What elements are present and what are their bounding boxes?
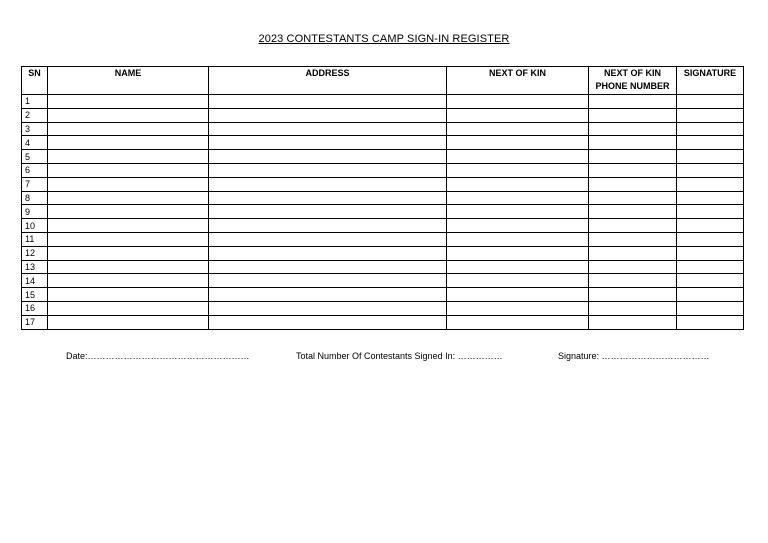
address-cell — [209, 232, 447, 246]
row-sn-cell: 11 — [22, 232, 48, 246]
signature-cell — [677, 260, 744, 274]
address-cell — [209, 191, 447, 205]
address-cell — [209, 205, 447, 219]
address-cell — [209, 246, 447, 260]
table-row — [22, 232, 744, 246]
next-of-kin-phone-cell — [589, 219, 677, 233]
name-cell — [48, 122, 209, 136]
table-row — [22, 288, 744, 302]
row-sn-cell: 2 — [22, 108, 48, 122]
next-of-kin-cell — [447, 205, 589, 219]
table-row — [22, 108, 744, 122]
table-row — [22, 260, 744, 274]
address-cell — [209, 122, 447, 136]
address-cell — [209, 219, 447, 233]
row-sn-cell: 12 — [22, 246, 48, 260]
next-of-kin-phone-cell — [589, 95, 677, 109]
header-name: NAME — [48, 67, 209, 95]
table-row — [22, 301, 744, 315]
signature-cell — [677, 95, 744, 109]
signature-cell — [677, 177, 744, 191]
table-row — [22, 136, 744, 150]
row-sn-cell: 15 — [22, 288, 48, 302]
signature-cell — [677, 246, 744, 260]
row-sn-cell: 7 — [22, 177, 48, 191]
table-row — [22, 274, 744, 288]
next-of-kin-cell — [447, 232, 589, 246]
next-of-kin-phone-cell — [589, 108, 677, 122]
next-of-kin-cell — [447, 163, 589, 177]
table-row — [22, 246, 744, 260]
next-of-kin-phone-cell — [589, 191, 677, 205]
next-of-kin-cell — [447, 274, 589, 288]
row-sn-cell: 16 — [22, 301, 48, 315]
name-cell — [48, 136, 209, 150]
signature-cell — [677, 274, 744, 288]
header-address: ADDRESS — [209, 67, 447, 95]
table-row — [22, 315, 744, 329]
address-cell — [209, 150, 447, 164]
address-cell — [209, 108, 447, 122]
name-cell — [48, 260, 209, 274]
address-cell — [209, 260, 447, 274]
signature-cell — [677, 163, 744, 177]
next-of-kin-phone-cell — [589, 136, 677, 150]
table-row — [22, 177, 744, 191]
row-sn-cell: 8 — [22, 191, 48, 205]
table-header-row — [22, 67, 744, 95]
next-of-kin-phone-cell — [589, 260, 677, 274]
document-title: 2023 CONTESTANTS CAMP SIGN-IN REGISTER — [258, 33, 510, 45]
table-row — [22, 205, 744, 219]
row-sn-cell: 5 — [22, 150, 48, 164]
next-of-kin-phone-cell — [589, 205, 677, 219]
address-cell — [209, 274, 447, 288]
row-sn-cell: 10 — [22, 219, 48, 233]
table-row — [22, 95, 744, 109]
name-cell — [48, 232, 209, 246]
signature-cell — [677, 108, 744, 122]
sign-in-register-table — [21, 66, 744, 330]
next-of-kin-cell — [447, 219, 589, 233]
signature-cell — [677, 122, 744, 136]
next-of-kin-cell — [447, 301, 589, 315]
next-of-kin-cell — [447, 177, 589, 191]
next-of-kin-phone-cell — [589, 246, 677, 260]
row-sn-cell: 9 — [22, 205, 48, 219]
address-cell — [209, 288, 447, 302]
total-contestants-line: Total Number Of Contestants Signed In: …………… — [296, 351, 503, 361]
next-of-kin-phone-cell — [589, 177, 677, 191]
next-of-kin-cell — [447, 191, 589, 205]
next-of-kin-cell — [447, 150, 589, 164]
address-cell — [209, 301, 447, 315]
name-cell — [48, 288, 209, 302]
name-cell — [48, 274, 209, 288]
header-sn: SN — [22, 67, 48, 95]
next-of-kin-phone-cell — [589, 232, 677, 246]
next-of-kin-phone-cell — [589, 163, 677, 177]
next-of-kin-phone-cell — [589, 288, 677, 302]
signature-cell — [677, 315, 744, 329]
signature-cell — [677, 136, 744, 150]
name-cell — [48, 108, 209, 122]
table-row — [22, 150, 744, 164]
name-cell — [48, 315, 209, 329]
signature-cell — [677, 301, 744, 315]
next-of-kin-cell — [447, 136, 589, 150]
address-cell — [209, 95, 447, 109]
name-cell — [48, 177, 209, 191]
signature-cell — [677, 232, 744, 246]
next-of-kin-phone-cell — [589, 301, 677, 315]
name-cell — [48, 150, 209, 164]
header-next-of-kin-phone: NEXT OF KIN PHONE NUMBER — [589, 67, 677, 95]
row-sn-cell: 13 — [22, 260, 48, 274]
signature-line: Signature: ……………………………… — [558, 351, 710, 361]
row-sn-cell: 17 — [22, 315, 48, 329]
name-cell — [48, 246, 209, 260]
table-body — [22, 95, 744, 330]
address-cell — [209, 177, 447, 191]
next-of-kin-cell — [447, 122, 589, 136]
row-sn-cell: 6 — [22, 163, 48, 177]
signature-cell — [677, 219, 744, 233]
next-of-kin-phone-cell — [589, 315, 677, 329]
name-cell — [48, 301, 209, 315]
date-line: Date:……………………………………………… — [66, 351, 250, 361]
header-signature: SIGNATURE — [677, 67, 744, 95]
next-of-kin-phone-cell — [589, 274, 677, 288]
address-cell — [209, 315, 447, 329]
next-of-kin-phone-cell — [589, 150, 677, 164]
row-sn-cell: 3 — [22, 122, 48, 136]
name-cell — [48, 191, 209, 205]
next-of-kin-cell — [447, 288, 589, 302]
name-cell — [48, 163, 209, 177]
next-of-kin-cell — [447, 315, 589, 329]
name-cell — [48, 95, 209, 109]
table-row — [22, 122, 744, 136]
name-cell — [48, 219, 209, 233]
next-of-kin-phone-cell — [589, 122, 677, 136]
row-sn-cell: 4 — [22, 136, 48, 150]
name-cell — [48, 205, 209, 219]
row-sn-cell: 1 — [22, 95, 48, 109]
signature-cell — [677, 205, 744, 219]
address-cell — [209, 136, 447, 150]
row-sn-cell: 14 — [22, 274, 48, 288]
next-of-kin-cell — [447, 246, 589, 260]
next-of-kin-cell — [447, 108, 589, 122]
address-cell — [209, 163, 447, 177]
signature-cell — [677, 150, 744, 164]
table-row — [22, 219, 744, 233]
header-next-of-kin: NEXT OF KIN — [447, 67, 589, 95]
next-of-kin-cell — [447, 95, 589, 109]
signature-cell — [677, 288, 744, 302]
signature-cell — [677, 191, 744, 205]
table-row — [22, 191, 744, 205]
table-row — [22, 163, 744, 177]
next-of-kin-cell — [447, 260, 589, 274]
